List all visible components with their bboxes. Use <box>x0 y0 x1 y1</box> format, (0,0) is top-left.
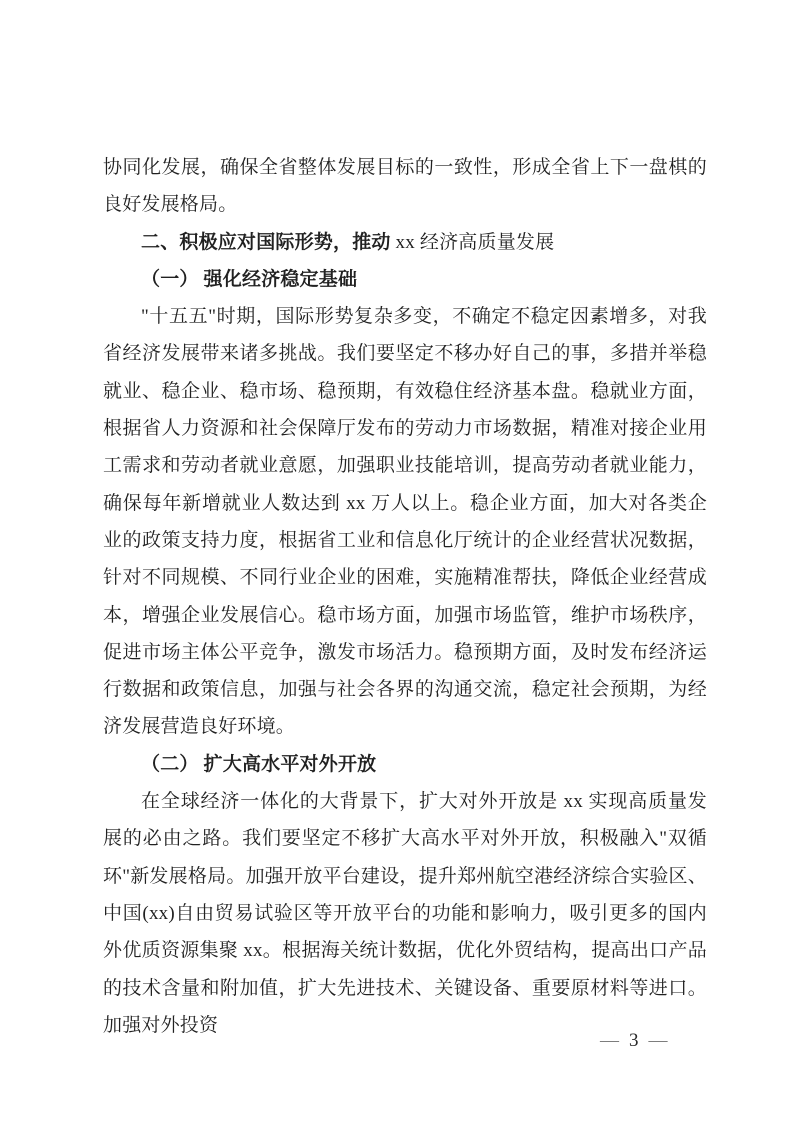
subsection-heading-1: （一） 强化经济稳定基础 <box>141 268 358 290</box>
page-number-right-dash: — <box>648 1030 668 1051</box>
section-heading <box>103 224 707 261</box>
paragraph-body-2: 在全球经济一体化的大背景下，扩大对外开放是 xx 实现高质量发展的必由之路。我们要坚定不移扩大高水平对外开放，积极融入"双循环"新发展格局。加强开放平台建设，提升郑州航空港经济综合实验区、中国(xx)自由贸易试验区等开放平台的功能和影响力，吸引更多的国内外优质资源集聚 xx。根据海关统计数据，优化外贸结构，提高出口产品的技术含量和附加值，扩大先进技术、关键设备、重要原材料等进口。加强对外投资 <box>103 791 707 1036</box>
page-number: 3 <box>629 1030 639 1051</box>
page-number-left-dash: — <box>600 1030 619 1051</box>
section-heading-regular-text: xx 经济高质量发展 <box>390 231 555 253</box>
subsection-heading-2: （二） 扩大高水平对外开放 <box>141 753 377 775</box>
paragraph-continuation: 协同化发展，确保全省整体发展目标的一致性，形成全省上下一盘棋的良好发展格局。 <box>103 157 707 216</box>
document-body <box>103 149 707 1044</box>
section-heading-bold-text: 二、积极应对国际形势，推动 <box>141 231 391 253</box>
page-footer <box>600 1029 668 1053</box>
paragraph-body-1: "十五五"时期，国际形势复杂多变，不确定不稳定因素增多，对我省经济发展带来诸多挑战。我们要坚定不移办好自己的事，多措并举稳就业、稳企业、稳市场、稳预期，有效稳住经济基本盘。稳就业方面，根据省人力资源和社会保障厅发布的劳动力市场数据，精准对接企业用工需求和劳动者就业意愿，加强职业技能培训，提高劳动者就业能力，确保每年新增就业人数达到 xx 万人以上。稳企业方面，加大对各类企业的政策支持力度，根据省工业和信息化厅统计的企业经营状况数据，针对不同规模、不同行业企业的困难，实施精准帮扶，降低企业经营成本，增强企业发展信心。稳市场方面，加强市场监管，维护市场秩序，促进市场主体公平竞争，激发市场活力。稳预期方面，及时发布经济运行数据和政策信息，加强与社会各界的沟通交流，稳定社会预期，为经济发展营造良好环境。 <box>103 306 707 738</box>
